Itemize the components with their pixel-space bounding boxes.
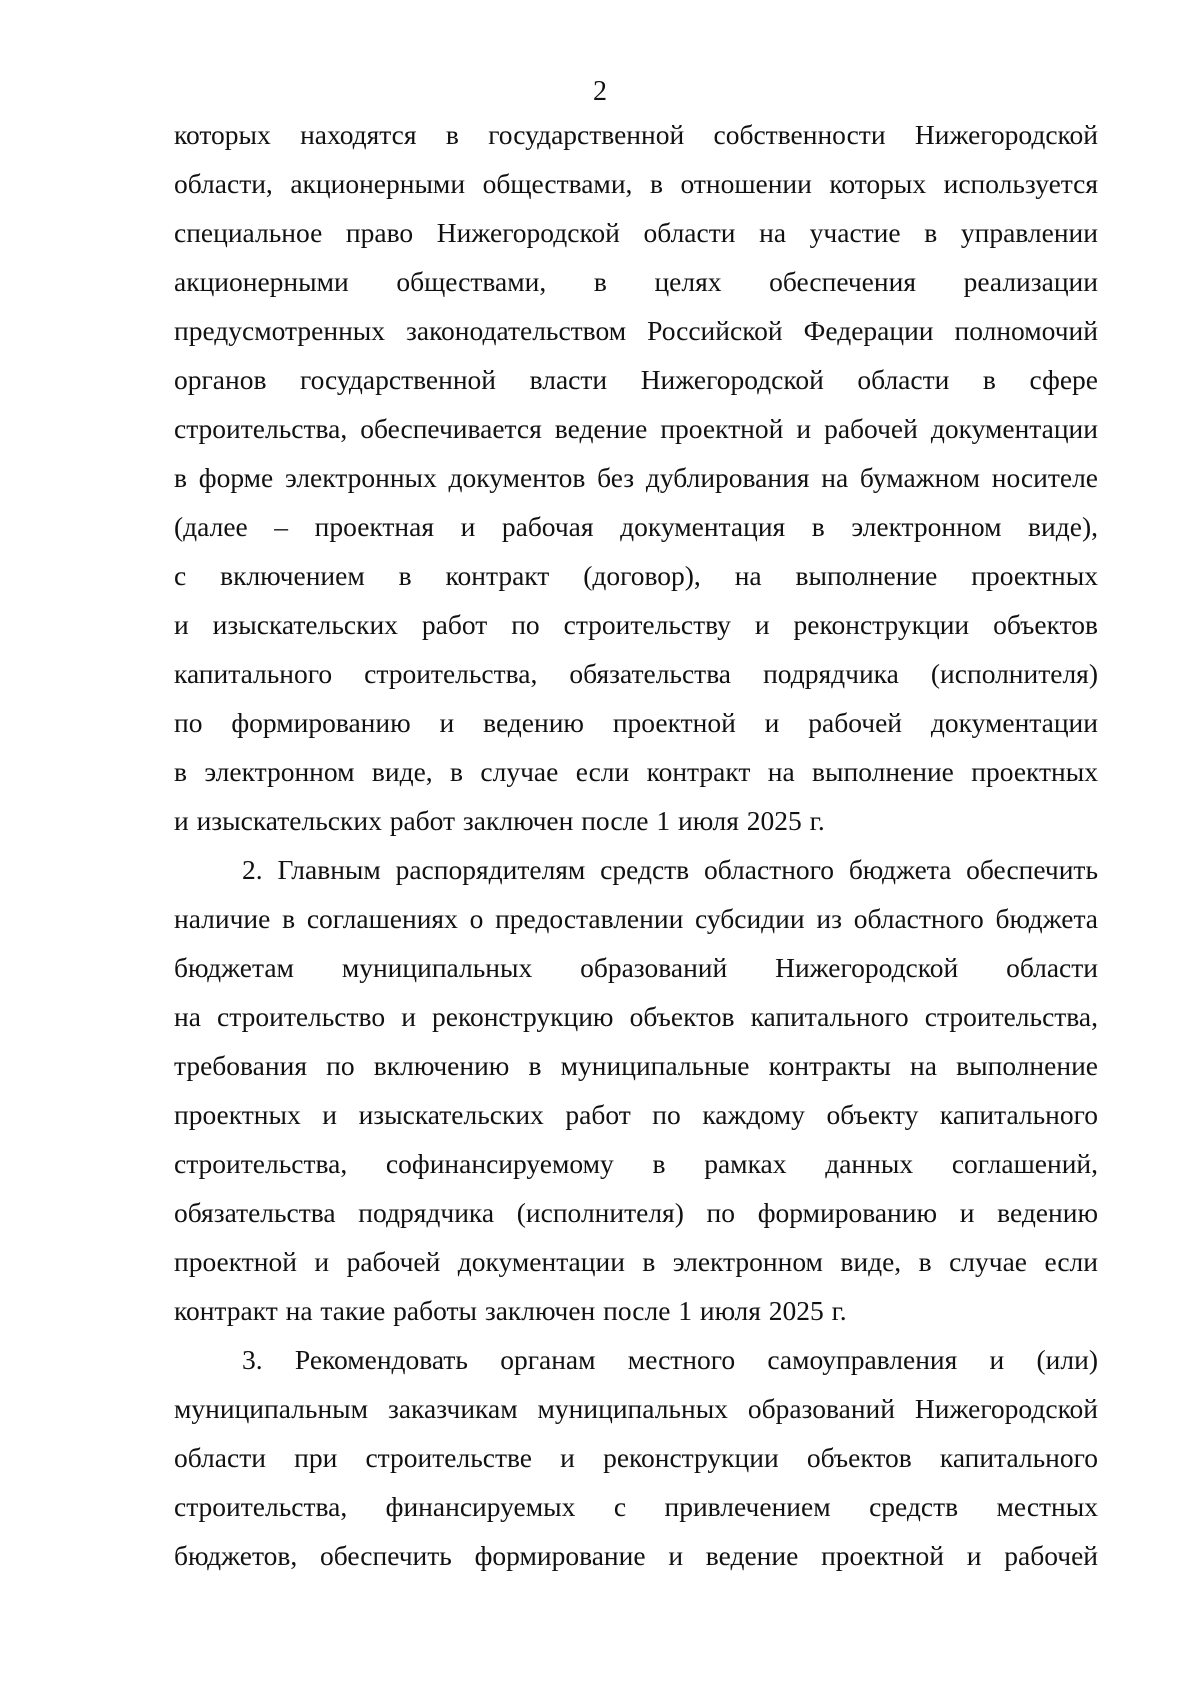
- text-line: и изыскательских работ заключен после 1 июля 2025 г.: [174, 805, 825, 836]
- paragraph-item-3: [174, 1335, 1098, 1580]
- text-line: муниципальным заказчикам муниципальных образований Нижегородской: [174, 1393, 1098, 1424]
- text-line: наличие в соглашениях о предоставлении субсидии из областного бюджета: [174, 903, 1098, 934]
- text-line: бюджетов, обеспечить формирование и ведение проектной и рабочей: [174, 1540, 1098, 1571]
- document-body: [174, 110, 1098, 1580]
- text-line: проектной и рабочей документации в электронном виде, в случае если: [174, 1246, 1098, 1277]
- text-line: области, акционерными обществами, в отношении которых используется: [174, 168, 1098, 199]
- text-line: и изыскательских работ по строительству и реконструкции объектов: [174, 609, 1098, 640]
- page-number: 2: [593, 76, 607, 107]
- text-line: контракт на такие работы заключен после 1 июля 2025 г.: [174, 1295, 847, 1326]
- text-line: в электронном виде, в случае если контракт на выполнение проектных: [174, 756, 1098, 787]
- paragraph-item-2: [174, 845, 1098, 1335]
- text-line: обязательства подрядчика (исполнителя) по формированию и ведению: [174, 1197, 1098, 1228]
- text-line: по формированию и ведению проектной и рабочей документации: [174, 707, 1098, 738]
- text-line: проектных и изыскательских работ по каждому объекту капитального: [174, 1099, 1098, 1130]
- text-line: специальное право Нижегородской области на участие в управлении: [174, 217, 1098, 248]
- text-line: требования по включению в муниципальные контракты на выполнение: [174, 1050, 1098, 1081]
- text-line: с включением в контракт (договор), на выполнение проектных: [174, 560, 1098, 591]
- text-line: 2. Главным распорядителям средств областного бюджета обеспечить: [242, 854, 1098, 885]
- text-line: строительства, финансируемых с привлечением средств местных: [174, 1491, 1098, 1522]
- text-line: на строительство и реконструкцию объектов капитального строительства,: [174, 1001, 1098, 1032]
- text-line: капитального строительства, обязательства подрядчика (исполнителя): [174, 658, 1098, 689]
- text-line: 3. Рекомендовать органам местного самоуправления и (или): [242, 1344, 1098, 1375]
- text-line: предусмотренных законодательством Российской Федерации полномочий: [174, 315, 1098, 346]
- text-line: строительства, обеспечивается ведение проектной и рабочей документации: [174, 413, 1098, 444]
- text-line: строительства, софинансируемому в рамках данных соглашений,: [174, 1148, 1098, 1179]
- paragraph-continuation: [174, 110, 1098, 845]
- text-line: области при строительстве и реконструкции объектов капитального: [174, 1442, 1098, 1473]
- text-line: в форме электронных документов без дублирования на бумажном носителе: [174, 462, 1098, 493]
- text-line: акционерными обществами, в целях обеспечения реализации: [174, 266, 1098, 297]
- text-line: которых находятся в государственной собственности Нижегородской: [174, 119, 1098, 150]
- text-line: (далее – проектная и рабочая документация в электронном виде),: [174, 511, 1098, 542]
- text-line: бюджетам муниципальных образований Нижегородской области: [174, 952, 1098, 983]
- text-line: органов государственной власти Нижегородской области в сфере: [174, 364, 1098, 395]
